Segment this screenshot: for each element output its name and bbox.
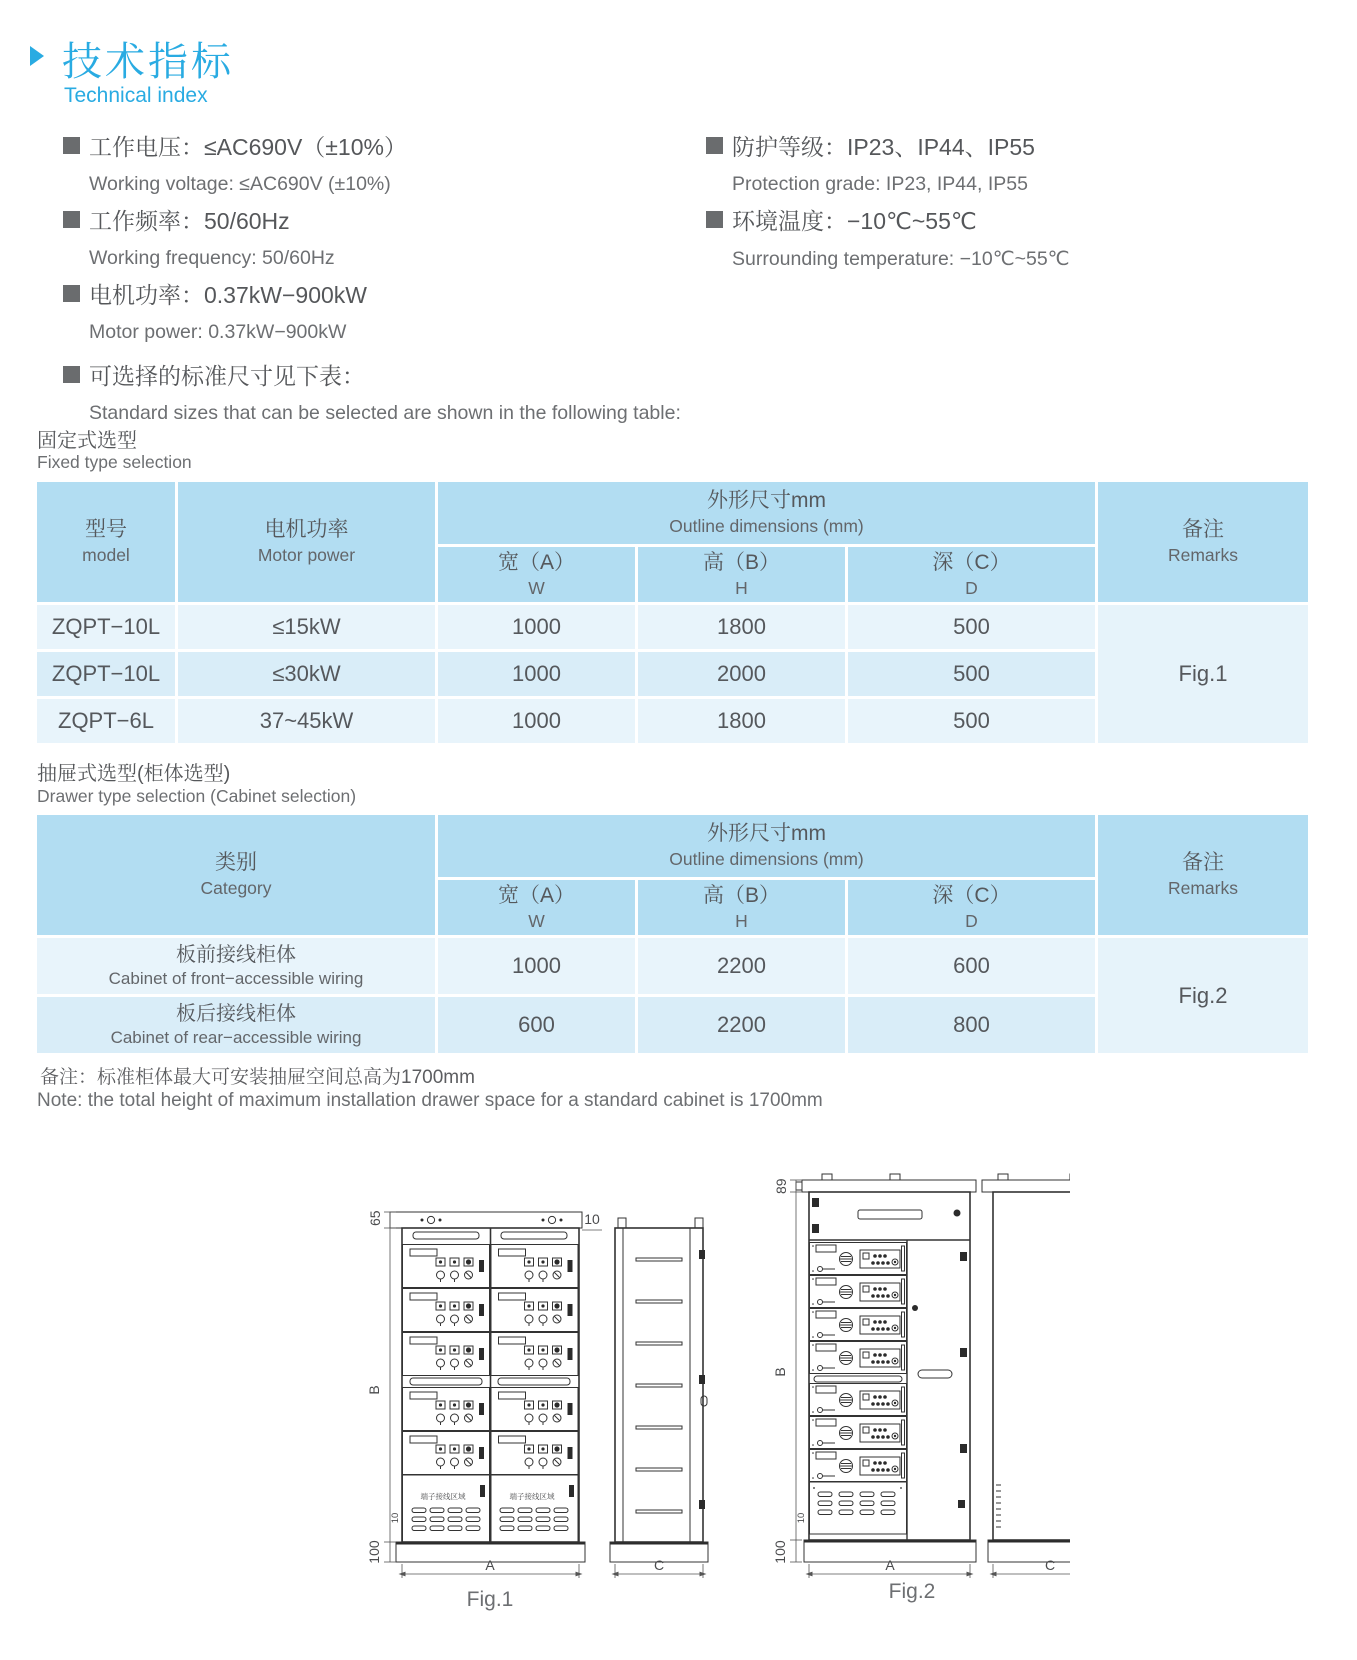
fig1-dim-c: C	[653, 1557, 665, 1573]
bullet-square-icon	[63, 137, 80, 154]
fig1-front-view	[390, 1212, 585, 1562]
terminal-area-label: 端子接线区域	[509, 1492, 555, 1501]
col-header-height: 高（B） H	[638, 547, 845, 602]
table-cell-d: 500	[848, 699, 1095, 743]
spec-en: Surrounding temperature: −10℃~55℃	[732, 248, 1070, 270]
fig2-dim-89: 89	[773, 1178, 789, 1194]
drawer-type-table	[37, 815, 1308, 1053]
fig2-dim-b: B	[772, 1367, 788, 1377]
col-header-depth: 深（C） D	[848, 880, 1095, 935]
fig1-side-view	[610, 1218, 708, 1562]
fig1-dim-65: 65	[367, 1210, 383, 1226]
fig1-caption: Fig.1	[466, 1588, 514, 1611]
bullet-square-icon	[63, 211, 80, 228]
col-header-remarks: 备注 Remarks	[1098, 815, 1308, 935]
page-subtitle: Technical index	[64, 84, 208, 107]
bullet-square-icon	[63, 285, 80, 302]
table-cell-w: 1000	[438, 699, 635, 743]
bullet-square-icon	[63, 366, 80, 383]
spec-item-motor-power	[63, 277, 367, 344]
fig1-dim-10-vent: 10	[390, 1512, 401, 1524]
table-cell-power: ≤30kW	[178, 652, 435, 696]
fig1-dimensions	[366, 1210, 703, 1578]
note-cn: 备注：标准柜体最大可安装抽屉空间总高为1700mm	[40, 1067, 475, 1088]
fig1-dim-10-top: 10	[584, 1211, 600, 1227]
table-cell-h: 2200	[638, 997, 845, 1053]
col-header-outline-dimensions: 外形尺寸mm Outline dimensions (mm)	[438, 482, 1095, 544]
table-cell-d: 800	[848, 997, 1095, 1053]
col-header-outline-dimensions: 外形尺寸mm Outline dimensions (mm)	[438, 815, 1095, 877]
table-cell-d: 500	[848, 605, 1095, 649]
table-cell-d: 500	[848, 652, 1095, 696]
spec-item-working-frequency	[63, 203, 335, 270]
spec-item-protection-grade	[706, 129, 1035, 196]
col-header-depth: 深（C） D	[848, 547, 1095, 602]
table-cell-h: 1800	[638, 699, 845, 743]
col-header-category: 类别 Category	[37, 815, 435, 935]
fig2-dim-100: 100	[772, 1540, 788, 1564]
fixed-type-table	[37, 482, 1308, 743]
page-title: 技术指标	[62, 40, 234, 84]
table-cell-remark: Fig.2	[1098, 938, 1308, 1053]
table-cell-w: 600	[438, 997, 635, 1053]
section1-title-cn: 固定式选型	[37, 430, 137, 452]
table-cell-d: 600	[848, 938, 1095, 994]
spec-en: Standard sizes that can be selected are shown in the following table:	[89, 402, 681, 424]
fig2-side-view	[982, 1174, 1070, 1562]
spec-cn: 可选择的标准尺寸见下表：	[89, 363, 365, 389]
table-cell-category: 板后接线柜体 Cabinet of rear−accessible wiring	[37, 997, 435, 1053]
terminal-area-label: 端子接线区域	[420, 1492, 466, 1501]
cabinet-drawings	[330, 1100, 1070, 1630]
table-cell-model: ZQPT−10L	[37, 652, 175, 696]
fig2-dim-c: C	[1044, 1557, 1056, 1573]
title-arrow-icon	[30, 46, 44, 66]
table-cell-category: 板前接线柜体 Cabinet of front−accessible wiring	[37, 938, 435, 994]
fig1-dim-a: A	[485, 1557, 495, 1573]
col-header-height: 高（B） H	[638, 880, 845, 935]
spec-item-working-voltage	[63, 129, 407, 196]
spec-en: Working frequency: 50/60Hz	[89, 247, 335, 269]
table-cell-w: 1000	[438, 605, 635, 649]
spec-en: Motor power: 0.37kW−900kW	[89, 321, 347, 343]
spec-cn: 工作电压：≤AC690V（±10%）	[89, 134, 407, 160]
col-header-width: 宽（A） W	[438, 547, 635, 602]
note-en: Note: the total height of maximum installation drawer space for a standard cabinet is 1700mm	[37, 1090, 823, 1111]
table-cell-w: 1000	[438, 938, 635, 994]
spec-en: Protection grade: IP23, IP44, IP55	[732, 173, 1028, 195]
spec-item-standard-sizes	[63, 358, 681, 425]
spec-cn: 环境温度：−10℃~55℃	[732, 208, 977, 234]
col-header-model: 型号 model	[37, 482, 175, 602]
col-header-remarks: 备注 Remarks	[1098, 482, 1308, 602]
table-cell-h: 2000	[638, 652, 845, 696]
fig1-dim-b: B	[366, 1385, 382, 1395]
section2-title-en: Drawer type selection (Cabinet selection)	[37, 786, 357, 806]
table-cell-h: 1800	[638, 605, 845, 649]
fig2-front-view	[796, 1174, 976, 1562]
section2-title-cn: 抽屉式选型(柜体选型)	[37, 763, 231, 785]
fig2-caption: Fig.2	[888, 1580, 936, 1603]
spec-cn: 电机功率：0.37kW−900kW	[89, 282, 367, 308]
spec-item-surrounding-temperature	[706, 203, 1070, 271]
col-header-width: 宽（A） W	[438, 880, 635, 935]
fig2-dim-10-vent: 10	[796, 1512, 807, 1524]
col-header-motor-power: 电机功率 Motor power	[178, 482, 435, 602]
fig2-dim-a: A	[885, 1557, 895, 1573]
spec-cn: 工作频率：50/60Hz	[89, 208, 290, 234]
bullet-square-icon	[706, 211, 723, 228]
spec-en: Working voltage: ≤AC690V (±10%)	[89, 173, 391, 195]
table-cell-power: ≤15kW	[178, 605, 435, 649]
table-cell-h: 2200	[638, 938, 845, 994]
table-cell-model: ZQPT−6L	[37, 699, 175, 743]
spec-cn: 防护等级：IP23、IP44、IP55	[732, 134, 1035, 160]
table-cell-remark: Fig.1	[1098, 605, 1308, 743]
table-cell-model: ZQPT−10L	[37, 605, 175, 649]
bullet-square-icon	[706, 137, 723, 154]
section1-title-en: Fixed type selection	[37, 452, 192, 472]
table-cell-power: 37~45kW	[178, 699, 435, 743]
fig1-dim-100: 100	[366, 1540, 382, 1564]
table-cell-w: 1000	[438, 652, 635, 696]
